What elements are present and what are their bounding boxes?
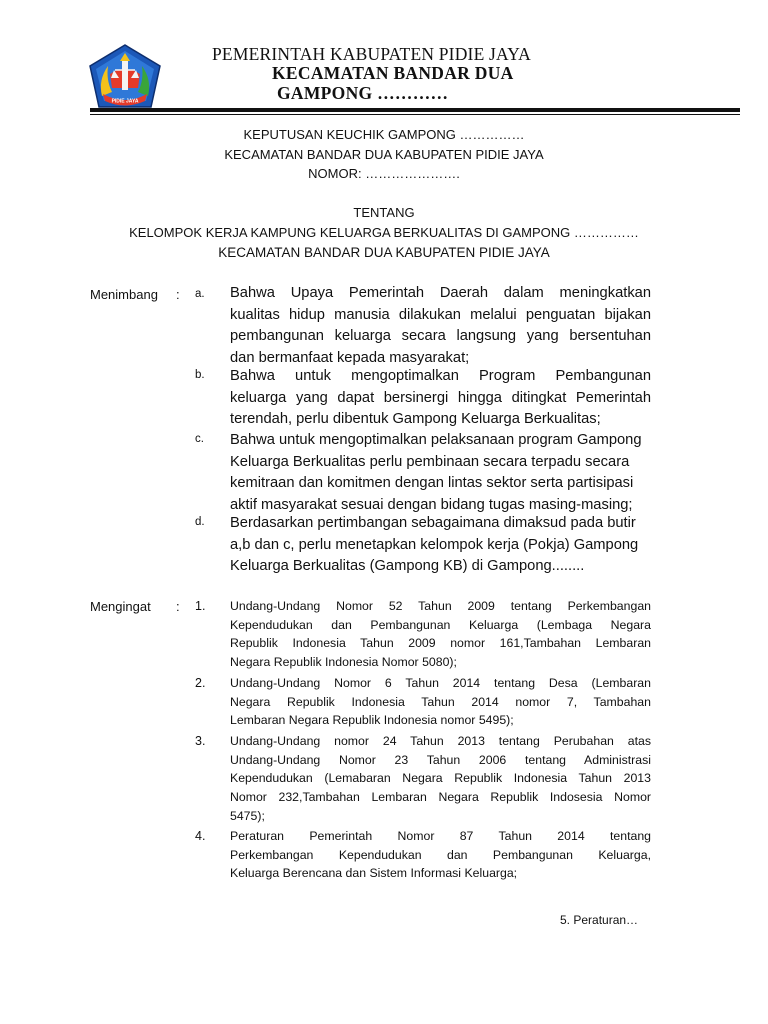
text-line: Undang-Undang nomor 24 Tahun 2013 tentang Perubahan atas (230, 734, 651, 748)
menimbang-colon: : (176, 287, 180, 302)
text-line: Bahwa Upaya Pemerintah Daerah dalam meningkatkan (230, 285, 651, 301)
text-line: Negara Republik Indonesia Nomor 5080); (230, 655, 457, 670)
text-line: keluarga yang dapat bersinergi hingga ditingkat Pemerintah (230, 389, 651, 406)
text-line: Undang-Undang Nomor 6 Tahun 2014 tentang Desa (Lembaran (230, 676, 651, 690)
letterhead-district: KECAMATAN BANDAR DUA (272, 63, 514, 83)
text-line: dan bermanfaat kepada masyarakat; (230, 350, 470, 367)
letterhead-government: PEMERINTAH KABUPATEN PIDIE JAYA (212, 44, 532, 64)
letterhead-thin-rule (90, 114, 740, 115)
text-line: kualitas hidup manusia dilakukan melalui penguatan bijakan (230, 306, 651, 323)
subject-line-1: KELOMPOK KERJA KAMPUNG KELUARGA BERKUALITAS DI GAMPONG …………… (129, 225, 639, 240)
text-line: Bahwa untuk mengoptimalkan Program Pembangunan (230, 368, 651, 384)
menimbang-marker-d: d. (195, 516, 205, 528)
mengingat-item-2 (230, 674, 651, 730)
decree-region: KECAMATAN BANDAR DUA KABUPATEN PIDIE JAYA (224, 147, 544, 162)
mengingat-marker-3: 3. (195, 734, 206, 748)
letterhead-village: GAMPONG ………… (277, 83, 449, 103)
text-line: Keluarga Berkualitas (Gampong KB) di Gampong........ (230, 558, 585, 575)
menimbang-marker-a: a. (195, 288, 205, 300)
text-line: Bahwa untuk mengoptimalkan pelaksanaan program Gampong (230, 432, 642, 448)
mengingat-item-1 (230, 597, 651, 672)
menimbang-item-d (230, 513, 651, 578)
menimbang-marker-c: c. (195, 433, 204, 445)
menimbang-label: Menimbang (90, 287, 158, 302)
text-line: aktif masyarakat sesuai dengan bidang tugas masing-masing; (230, 497, 633, 514)
text-line: Negara Republik Indonesia Tahun 2014 nomor 7, Tambahan (230, 694, 651, 709)
mengingat-label: Mengingat (90, 599, 151, 614)
text-line: Lembaran Negara Republik Indonesia nomor 5495); (230, 713, 514, 728)
mengingat-colon: : (176, 599, 180, 614)
menimbang-item-b (230, 366, 651, 431)
text-line: Keluarga Berkualitas perlu pembinaan secara terpadu secara (230, 453, 630, 470)
subject-line-2: KECAMATAN BANDAR DUA KABUPATEN PIDIE JAYA (218, 245, 550, 260)
menimbang-marker-b: b. (195, 369, 205, 381)
text-line: Undang-Undang Nomor 52 Tahun 2009 tentang Perkembangan (230, 599, 651, 613)
text-line: Peraturan Pemerintah Nomor 87 Tahun 2014 tentang (230, 829, 651, 843)
letterhead-thick-rule (90, 108, 740, 112)
menimbang-item-a (230, 283, 651, 370)
text-line: Kependudukan (Lemabaran Negara Republik Indonesia Tahun 2013 (230, 771, 651, 786)
menimbang-item-c (230, 430, 651, 517)
text-line: pembangunan keluarga secara langsung yang bersentuhan (230, 328, 651, 345)
continuation-note: 5. Peraturan… (560, 913, 639, 927)
decree-number: NOMOR: …………………. (308, 166, 460, 181)
text-line: 5475); (230, 808, 265, 823)
text-line: Keluarga Berencana dan Sistem Informasi Keluarga; (230, 866, 518, 881)
pidie-jaya-crest-logo (88, 44, 162, 110)
text-line: Republik Indonesia Tahun 2009 nomor 161,Tambahan Lembaran (230, 636, 651, 651)
logo-caption: PIDIE JAYA (111, 98, 139, 105)
text-line: Berdasarkan pertimbangan sebagaimana dimaksud pada butir (230, 515, 636, 531)
mengingat-item-4 (230, 827, 651, 883)
text-line: Perkembangan Kependudukan dan Pembangunan Keluarga, (230, 847, 651, 862)
mengingat-marker-4: 4. (195, 829, 206, 843)
text-line: Kependudukan dan Pembangunan Keluarga (Lembaga Negara (230, 617, 651, 632)
text-line: terendah, perlu dibentuk Gampong Keluarga Berkualitas; (230, 411, 601, 428)
subject-label: TENTANG (353, 205, 415, 220)
text-line: a,b dan c, perlu menetapkan kelompok kerja (Pokja) Gampong (230, 536, 639, 553)
mengingat-marker-2: 2. (195, 676, 206, 690)
text-line: kemitraan dan komitmen dengan lintas sektor serta partisipasi (230, 475, 634, 492)
mengingat-marker-1: 1. (195, 599, 206, 613)
text-line: Nomor 232,Tambahan Lembaran Negara Republik Indosesia Nomor (230, 790, 651, 805)
mengingat-item-3 (230, 732, 651, 825)
decree-title: KEPUTUSAN KEUCHIK GAMPONG …………… (243, 127, 525, 142)
text-line: Undang-Undang Nomor 23 Tahun 2006 tentang Administrasi (230, 752, 651, 767)
